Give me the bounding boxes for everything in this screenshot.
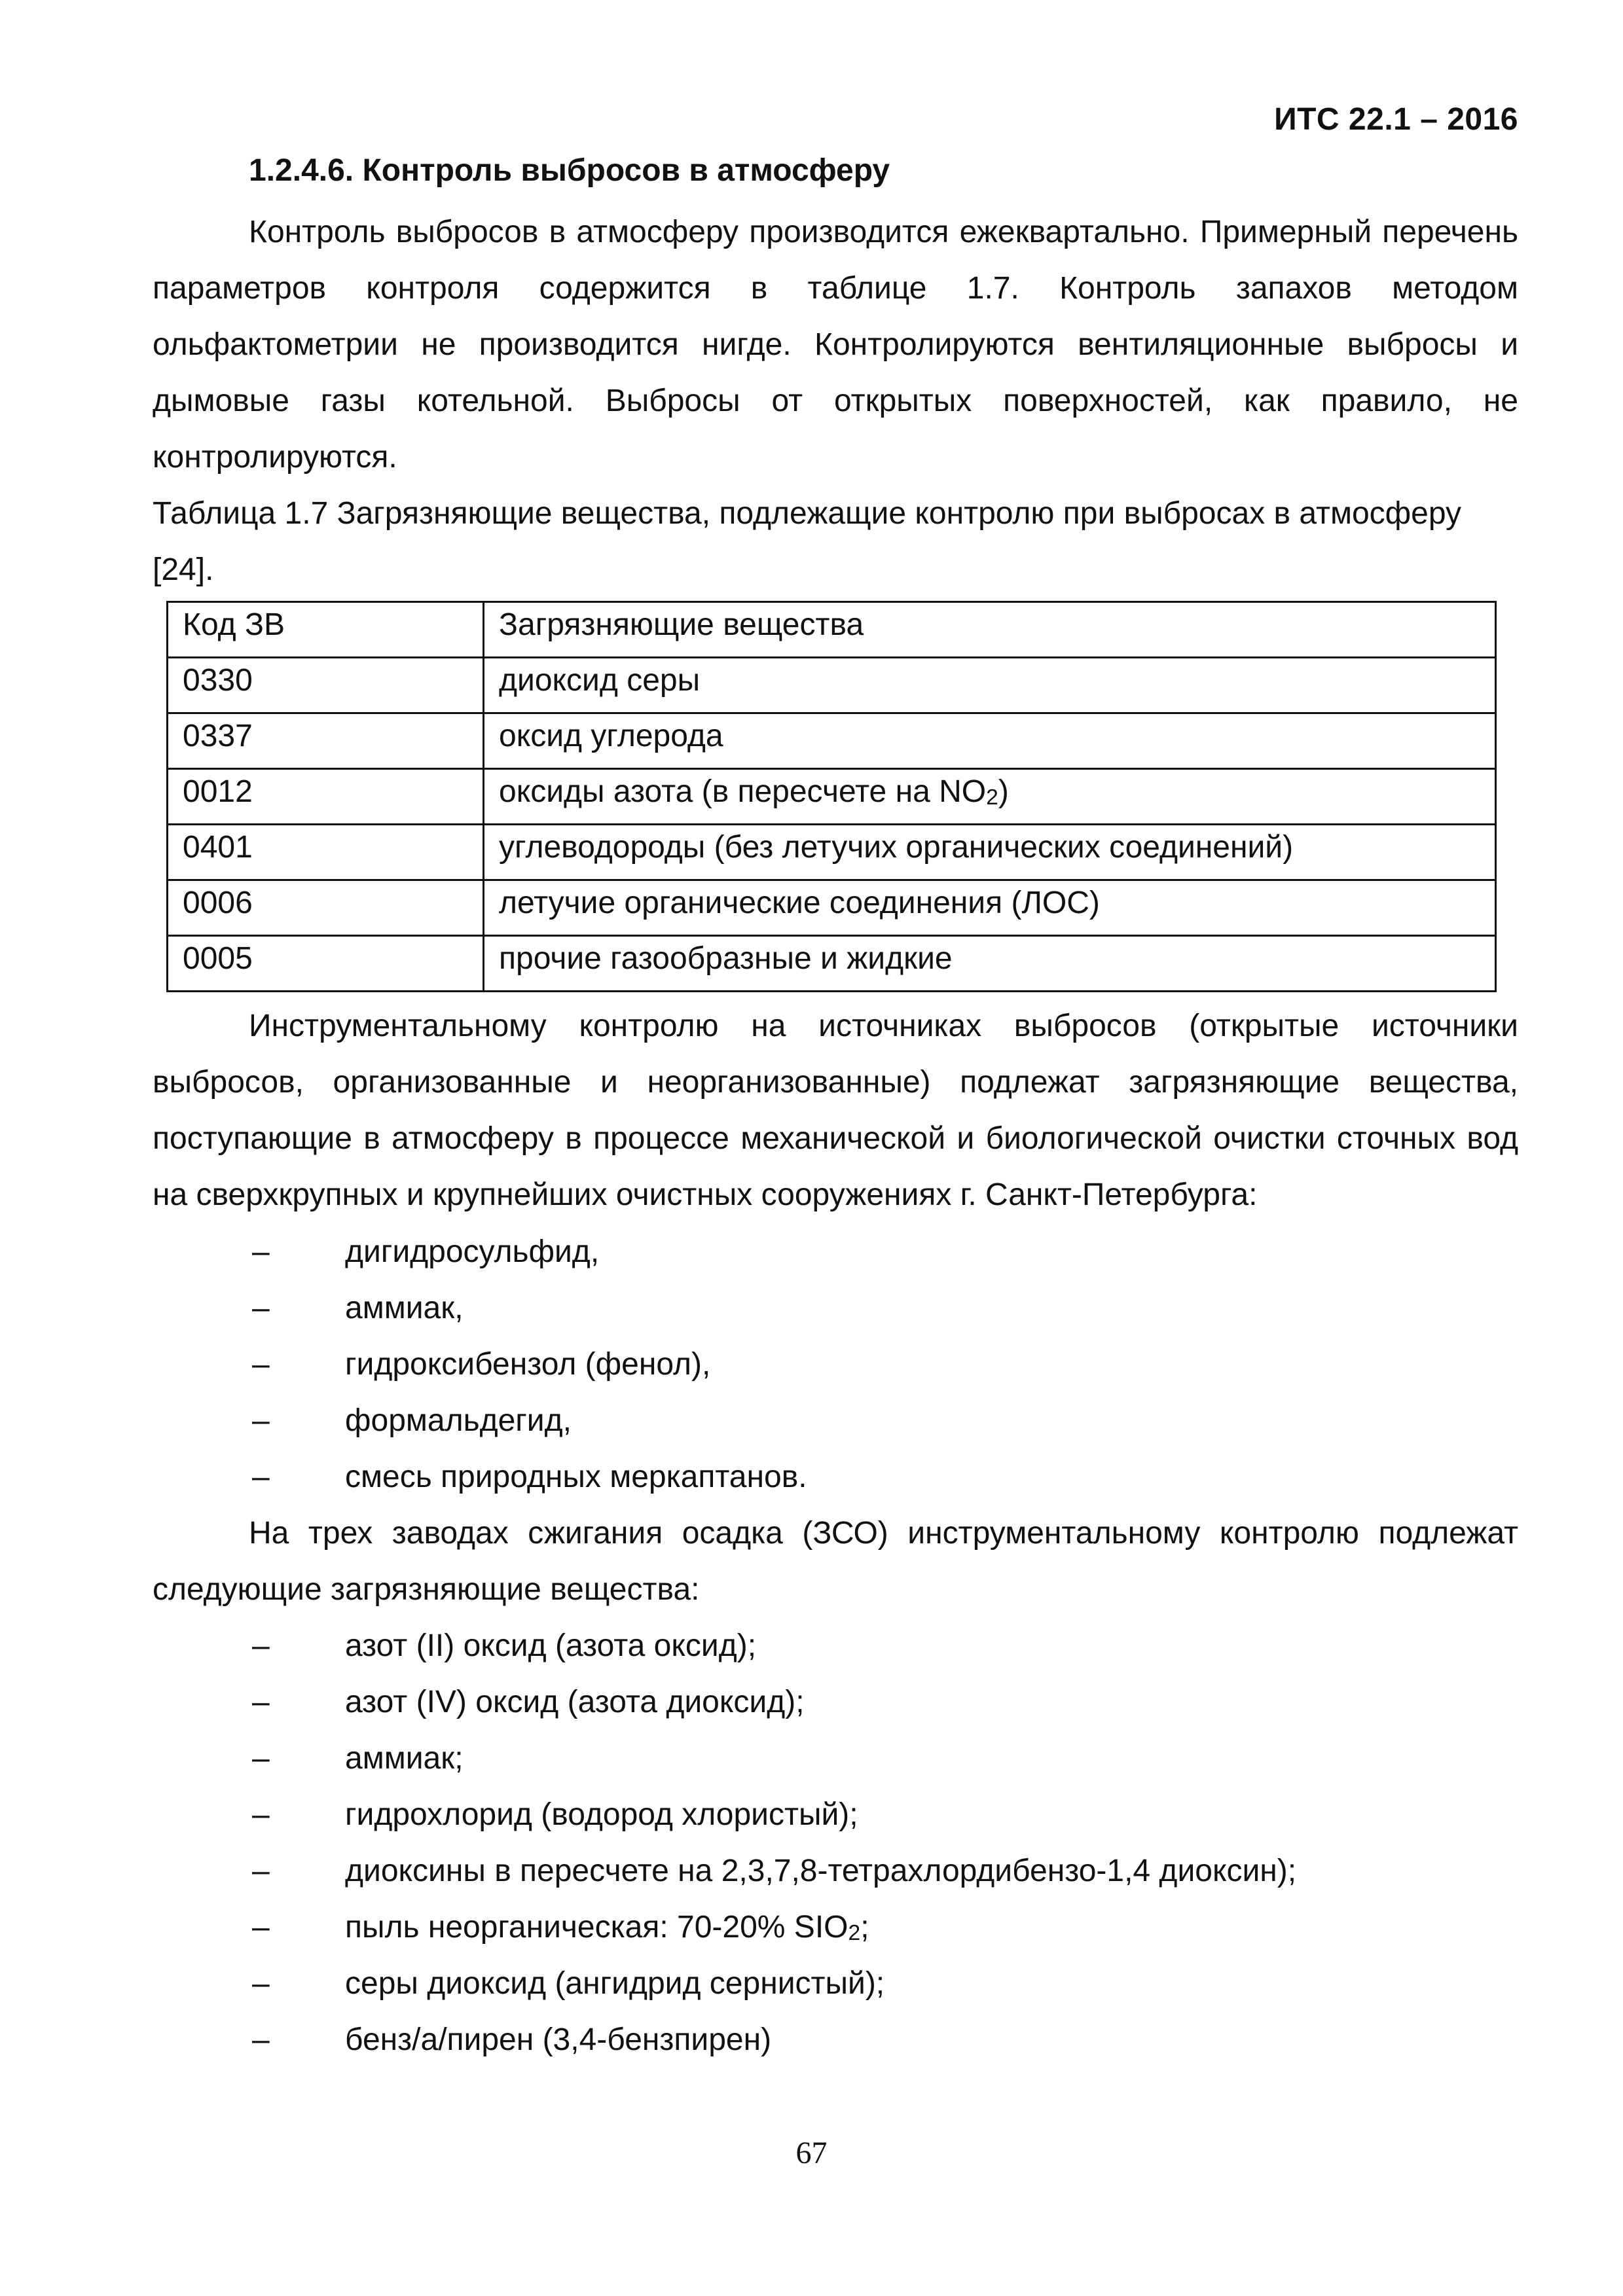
zso-pollutants-list	[0, 1618, 1623, 2068]
table-cell-substance: оксид углерода	[484, 713, 1496, 769]
list-item-text: серы диоксид (ангидрид сернистый);	[345, 1966, 885, 2001]
table-header-row	[168, 602, 1496, 658]
odorants-list	[0, 1224, 1623, 1505]
table-header-substance: Загрязняющие вещества	[484, 602, 1496, 658]
table-caption: Таблица 1.7 Загрязняющие вещества, подлежащие контролю при выбросах в атмосферу [24].	[153, 496, 1462, 587]
dash-marker: –	[252, 1347, 270, 1382]
table-row	[168, 880, 1496, 936]
table-cell-substance: прочие газообразные и жидкие	[484, 936, 1496, 992]
table-row	[168, 769, 1496, 825]
dash-marker: –	[252, 1291, 270, 1325]
dash-marker: –	[252, 1854, 270, 1888]
list-item	[0, 1731, 1623, 1787]
list-item	[0, 1336, 1623, 1393]
table-cell-substance: диоксид серы	[484, 658, 1496, 713]
list-item-text: формальдегид,	[345, 1403, 572, 1438]
table-cell-code: 0337	[168, 713, 484, 769]
list-item-text: смесь природных меркаптанов.	[345, 1460, 807, 1494]
subscript: 2	[848, 1921, 861, 1945]
table-cell-substance: углеводороды (без летучих органических соединений)	[484, 825, 1496, 880]
dash-marker: –	[252, 1741, 270, 1776]
list-item-text: дигидросульфид,	[345, 1234, 600, 1269]
page-number: 67	[795, 2136, 828, 2170]
dash-marker: –	[252, 1403, 270, 1438]
table-row	[168, 825, 1496, 880]
list-item	[0, 1393, 1623, 1449]
table-cell-code: 0012	[168, 769, 484, 825]
dash-marker: –	[252, 1797, 270, 1832]
list-item-text: бенз/а/пирен (3,4-бензпирен)	[345, 2022, 772, 2057]
intro-paragraph: Контроль выбросов в атмосферу производится ежеквартально. Примерный перечень параметров контроля содержится в таблице 1.7. Контроль запахов методом ольфактометрии не производится нигде. Контролируются вентиляционные выбросы и дымовые газы котельной. Выбросы от открытых поверхностей, как правило, не контролируются.	[153, 215, 1518, 475]
dash-marker: –	[252, 1460, 270, 1494]
list-item-text: гидрохлорид (водород хлористый);	[345, 1797, 858, 1832]
list-item-text: азот (II) оксид (азота оксид);	[345, 1628, 757, 1663]
list-item-text: аммиак,	[345, 1291, 464, 1325]
list-item	[0, 1618, 1623, 1674]
list-item	[0, 1280, 1623, 1336]
dash-marker: –	[252, 1234, 270, 1269]
table-cell-code: 0006	[168, 880, 484, 936]
dash-marker: –	[252, 1628, 270, 1663]
table-row	[168, 936, 1496, 992]
list-item	[0, 1674, 1623, 1731]
list-item	[0, 1224, 1623, 1280]
list-item	[0, 1899, 1623, 1956]
substance-text-end: )	[998, 774, 1009, 809]
instrumental-paragraph: Инструментальному контролю на источниках выбросов (открытые источники выбросов, организованные и неорганизованные) подлежат загрязняющие вещества, поступающие в атмосферу в процессе механической и биологической очистки сточных вод на сверхкрупных и крупнейших очистных сооружениях г. Санкт-Петербурга:	[153, 1009, 1518, 1212]
section-title: 1.2.4.6. Контроль выбросов в атмосферу	[249, 153, 890, 188]
subscript: 2	[986, 785, 998, 810]
list-item-text: азот (IV) оксид (азота диоксид);	[345, 1685, 805, 1719]
list-item-text: гидроксибензол (фенол),	[345, 1347, 711, 1382]
sio2-text-end: ;	[860, 1910, 869, 1945]
dash-marker: –	[252, 2022, 270, 2057]
table-row	[168, 713, 1496, 769]
dash-marker: –	[252, 1966, 270, 2001]
dash-marker: –	[252, 1685, 270, 1719]
list-item-text	[345, 1899, 869, 1959]
document-code: ИТС 22.1 – 2016	[1274, 102, 1518, 137]
list-item	[0, 1843, 1623, 1899]
substance-text: оксиды азота (в пересчете на NO	[499, 774, 987, 809]
table-row	[168, 658, 1496, 713]
list-item	[0, 1787, 1623, 1843]
zso-paragraph: На трех заводах сжигания осадка (ЗСО) инструментальному контролю подлежат следующие загрязняющие вещества:	[153, 1516, 1518, 1607]
list-item-text: аммиак;	[345, 1741, 464, 1776]
sio2-text: пыль неорганическая: 70-20% SIO	[345, 1910, 848, 1945]
dash-marker: –	[252, 1910, 270, 1945]
table-header-code: Код ЗВ	[168, 602, 484, 658]
table-cell-substance	[484, 769, 1496, 825]
list-item-text: диоксины в пересчете на 2,3,7,8-тетрахлордибензо-1,4 диоксин);	[345, 1854, 1297, 1888]
table-cell-substance: летучие органические соединения (ЛОС)	[484, 880, 1496, 936]
table-cell-code: 0005	[168, 936, 484, 992]
list-item	[0, 1449, 1623, 1505]
pollutants-table	[166, 601, 1497, 992]
list-item	[0, 1956, 1623, 2012]
table-cell-code: 0330	[168, 658, 484, 713]
list-item	[0, 2012, 1623, 2068]
table-cell-code: 0401	[168, 825, 484, 880]
